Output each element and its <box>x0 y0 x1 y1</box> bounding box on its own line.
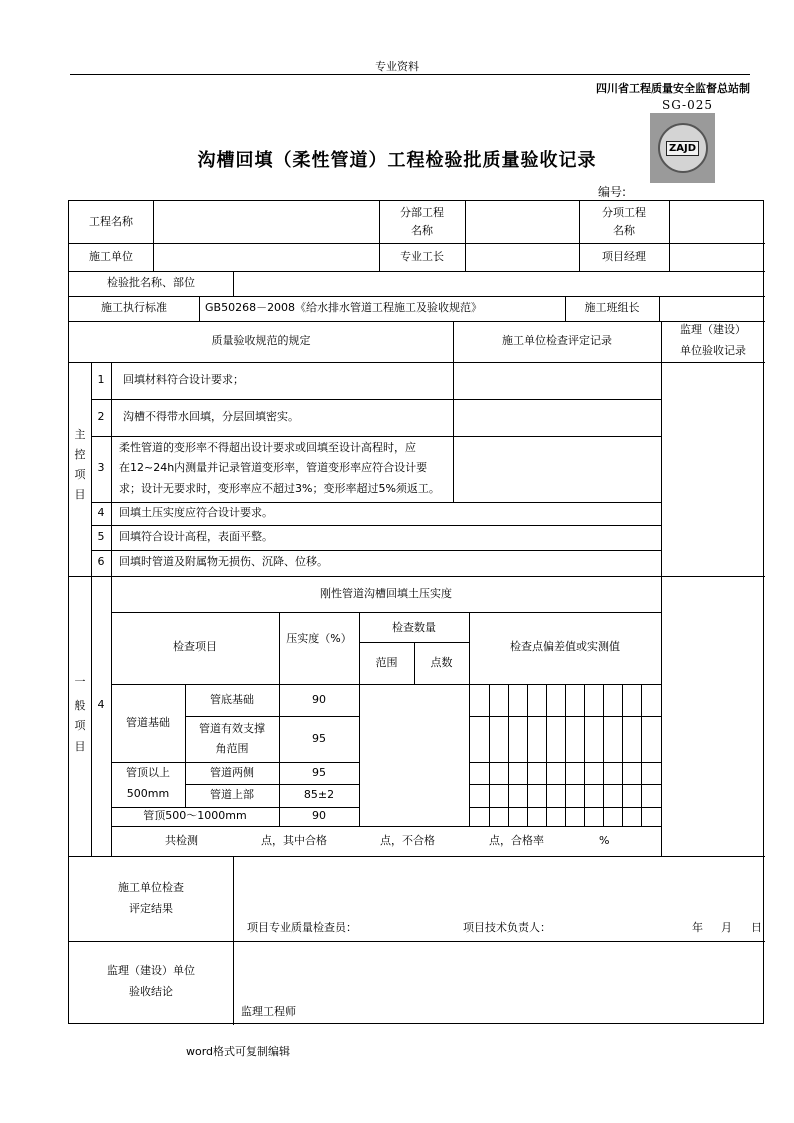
general-label: 目 <box>74 740 86 753</box>
row-divider <box>111 826 661 827</box>
row-divider <box>69 296 765 297</box>
col-divider <box>233 271 234 296</box>
row-divider <box>69 856 765 857</box>
inspection-form-table <box>68 200 764 1024</box>
row-divider <box>185 716 359 717</box>
row-divider <box>69 271 765 272</box>
pipe-sides-label: 管道两侧 <box>210 766 254 779</box>
pipe-sides-value: 95 <box>312 766 326 779</box>
range-header: 范围 <box>375 656 398 669</box>
summary-percent: % <box>599 834 610 847</box>
col-divider <box>603 684 604 826</box>
col-divider <box>565 684 566 826</box>
col-divider <box>233 856 234 1025</box>
header-rule <box>70 74 750 75</box>
summary-pass-rate: 点，合格率 <box>489 834 544 847</box>
pipe-top-label: 管道上部 <box>210 788 254 801</box>
check-result-label-2: 评定结果 <box>129 902 173 915</box>
deviation-header: 检查点偏差值或实测值 <box>510 640 620 653</box>
bottom-foundation-value: 90 <box>312 693 326 706</box>
main-control-label: 目 <box>74 488 86 501</box>
item-number: 5 <box>97 530 105 543</box>
supervision-header: 监理（建设） <box>680 323 746 336</box>
summary-total: 共检测 <box>165 834 198 847</box>
above-top-label: 管顶以上 <box>126 766 170 779</box>
project-name-label: 工程名称 <box>89 215 133 228</box>
batch-name-label: 检验批名称、部位 <box>107 276 195 289</box>
main-item-text-line: 在12~24h内测量并记录管道变形率，管道变形率应符合设计要 <box>119 461 428 474</box>
pipe-foundation-label: 管道基础 <box>126 716 170 729</box>
conclusion-label-2: 验收结论 <box>129 985 173 998</box>
main-item-text: 沟槽不得带水回填，分层回填密实。 <box>123 410 299 423</box>
compaction-header: 压实度（%） <box>286 632 352 645</box>
col-divider <box>669 201 670 271</box>
check-result-label: 施工单位检查 <box>118 881 184 894</box>
summary-qualified: 点，其中合格 <box>261 834 327 847</box>
summary-unqualified: 点，不合格 <box>380 834 435 847</box>
supervision-engineer-label: 监理工程师 <box>241 1005 296 1018</box>
row-divider <box>111 612 661 613</box>
supervision-header-2: 单位验收记录 <box>680 344 746 357</box>
item-number: 1 <box>97 373 105 386</box>
compaction-table-title: 刚性管道沟槽回填土压实度 <box>320 587 452 600</box>
item-number: 2 <box>97 410 105 423</box>
row-divider <box>69 243 765 244</box>
range-500-1000-value: 90 <box>312 809 326 822</box>
bottom-foundation-label: 管底基础 <box>210 693 254 706</box>
col-divider <box>661 321 662 856</box>
col-divider <box>453 362 454 502</box>
general-label: 般 <box>74 699 86 712</box>
standard-label: 施工执行标准 <box>101 301 167 314</box>
col-divider <box>584 684 585 826</box>
col-divider <box>489 684 490 826</box>
check-item-header: 检查项目 <box>173 640 217 653</box>
check-qty-header: 检查数量 <box>392 621 436 634</box>
main-control-label: 项 <box>74 468 86 481</box>
main-item-text-line: 柔性管道的变形率不得超出设计要求或回填至设计高程时，应 <box>119 441 416 454</box>
sub-item-label-2: 名称 <box>613 224 635 237</box>
points-header: 点数 <box>430 656 453 669</box>
bottom-note: word格式可复制编辑 <box>186 1045 291 1058</box>
pipe-top-value: 85±2 <box>303 788 335 801</box>
col-divider <box>659 296 660 321</box>
team-leader-label: 施工班组长 <box>584 301 640 314</box>
row-divider <box>91 502 661 503</box>
sub-project-label: 分部工程 <box>400 206 444 219</box>
row-divider <box>91 399 661 400</box>
row-divider <box>69 941 765 942</box>
issuing-organization: 四川省工程质量安全监督总站制 <box>596 82 750 95</box>
col-divider <box>111 362 112 576</box>
item-number: 4 <box>97 698 105 711</box>
col-divider <box>199 296 200 321</box>
spec-header: 质量验收规范的规定 <box>211 334 311 347</box>
range-500-1000-label: 管顶500～1000mm <box>143 809 247 822</box>
row-divider <box>91 525 661 526</box>
standard-value: GB50268－2008《给水排水管道工程施工及验收规范》 <box>205 301 483 314</box>
support-angle-label: 管道有效支撑 <box>199 722 265 735</box>
col-divider <box>359 612 360 826</box>
construction-unit-label: 施工单位 <box>89 250 133 263</box>
col-divider <box>546 684 547 826</box>
project-manager-label: 项目经理 <box>602 250 646 263</box>
main-control-label: 主 <box>74 428 86 441</box>
col-divider <box>641 684 642 826</box>
top-note: 专业资料 <box>375 60 419 73</box>
support-angle-value: 95 <box>312 732 326 745</box>
main-item-text-line: 求；设计无要求时，变形率应不超过3%；变形率超过5%须返工。 <box>119 482 440 495</box>
above-top-label-2: 500mm <box>126 787 170 800</box>
row-divider <box>91 550 661 551</box>
doc-number-label: 编号: <box>598 185 627 199</box>
row-divider <box>111 762 359 763</box>
col-divider <box>91 576 92 856</box>
row-divider <box>111 684 661 685</box>
item-number: 6 <box>97 555 105 568</box>
support-angle-label-2: 角范围 <box>215 742 249 755</box>
form-code: SG-025 <box>662 98 713 112</box>
general-label: 项 <box>74 719 86 732</box>
check-record-header: 施工单位检查评定记录 <box>502 334 612 347</box>
date-year: 年 <box>692 921 703 934</box>
page-title: 沟槽回填（柔性管道）工程检验批质量验收记录 <box>197 150 597 171</box>
main-item-text: 回填土压实度应符合设计要求。 <box>119 506 273 519</box>
logo-text: ZAJD <box>666 141 699 156</box>
date-day: 日 <box>751 921 762 934</box>
tech-lead-label: 项目技术负责人： <box>463 921 551 934</box>
col-divider <box>153 201 154 271</box>
date-month: 月 <box>721 921 732 934</box>
general-label: 一 <box>74 675 86 688</box>
col-divider <box>465 201 466 271</box>
main-item-text: 回填符合设计高程，表面平整。 <box>119 530 273 543</box>
main-item-text: 回填材料符合设计要求； <box>123 373 244 386</box>
row-divider <box>91 436 661 437</box>
sub-project-label-2: 名称 <box>411 224 433 237</box>
row-divider <box>185 784 359 785</box>
conclusion-label: 监理（建设）单位 <box>107 964 195 977</box>
col-divider <box>527 684 528 826</box>
col-divider <box>508 684 509 826</box>
sub-item-label: 分项工程 <box>602 206 646 219</box>
item-number: 4 <box>97 506 105 519</box>
foreman-label: 专业工长 <box>400 250 444 263</box>
main-item-text: 回填时管道及附属物无损伤、沉降、位移。 <box>119 555 328 568</box>
main-control-label: 控 <box>74 448 86 461</box>
item-number: 3 <box>97 461 105 474</box>
col-divider <box>622 684 623 826</box>
quality-inspector-label: 项目专业质量检查员： <box>247 921 357 934</box>
